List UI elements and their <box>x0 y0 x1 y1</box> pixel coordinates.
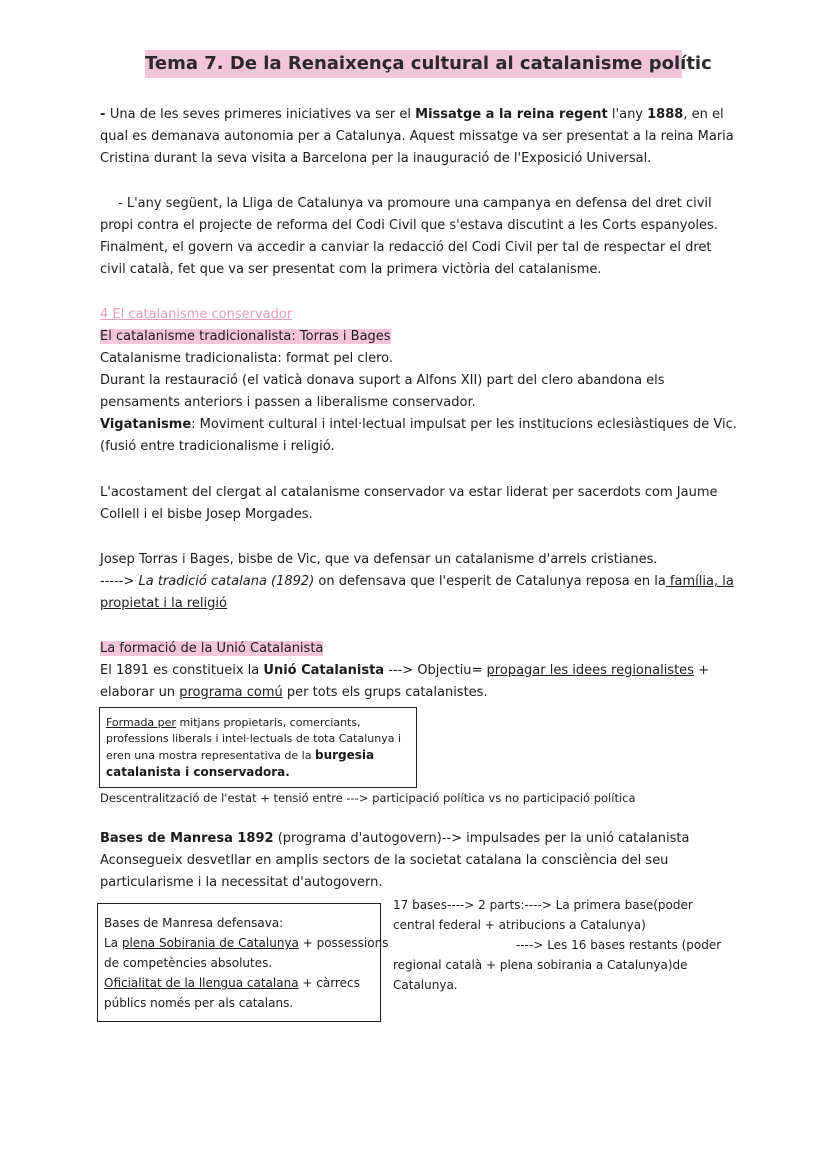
text: El 1891 es constitueix la <box>100 663 264 678</box>
manresa-box-line-1: Bases de Manresa defensava: <box>104 916 284 930</box>
unio-note: Descentralització de l'estat + tensió entre ---> participació política vs no participació política <box>100 791 636 805</box>
unio-heading <box>100 640 323 658</box>
unio-bold: Unió Catalanista <box>263 663 385 678</box>
text: + càrrecs <box>298 976 360 990</box>
text: + possessions <box>298 936 389 950</box>
text: l'any <box>607 107 648 122</box>
s4-line-6: L'acostament del clergat al catalanisme conservador va estar liderat per sacerdots com Jaume <box>100 485 718 500</box>
manresa-right-2: central federal + atribucions a Catalunya) <box>393 918 646 932</box>
s4-line-5: (fusió entre tradicionalisme i religió. <box>100 439 335 454</box>
underlined-text: Formada per <box>106 716 176 729</box>
s4-line-9 <box>100 573 734 591</box>
unio-box-line-1 <box>106 715 361 731</box>
underlined-text: Oficialitat de la llengua catalana <box>104 976 299 990</box>
p1-line-1 <box>100 106 724 124</box>
text: + <box>693 663 709 678</box>
text: elaborar un <box>100 685 180 700</box>
text: La <box>104 936 122 950</box>
year-bold: 1888 <box>647 107 684 122</box>
underlined-text: programa comú <box>179 685 283 700</box>
work-title: La tradició catalana (1892) <box>138 574 315 589</box>
text: ---> Objectiu= <box>384 663 487 678</box>
unio-line-1 <box>100 662 709 680</box>
missatge-bold: Missatge a la reina regent <box>415 107 608 122</box>
s4-line-vigatanisme <box>100 416 737 434</box>
text: , en el <box>683 107 724 122</box>
unio-heading-text: La formació de la Unió Catalanista <box>100 641 324 656</box>
p2-line-2: propi contra el projecte de reforma del Codi Civil que s'estava discutint a les Corts espanyoles. <box>100 218 718 233</box>
p2-line-4: civil català, fet que va ser presentat com la primera victòria del catalanisme. <box>100 262 602 277</box>
text: (programa d'autogovern)--> impulsades per la unió catalanista <box>273 831 690 846</box>
s4-line-2: Durant la restauració (el vaticà donava suport a Alfons XII) part del clero abandona els <box>100 373 665 388</box>
s4-line-1: Catalanisme tradicionalista: format pel clero. <box>100 351 394 366</box>
text: : Moviment cultural i intel·lectual impulsat per les institucions eclesiàstiques de Vic. <box>191 417 737 432</box>
manresa-line-2: Aconsegueix desvetllar en amplis sectors de la societat catalana la consciència del seu <box>100 853 669 868</box>
text: per tots els grups catalanistes. <box>282 685 488 700</box>
underlined-text: propagar les idees regionalistes <box>486 663 694 678</box>
unio-box <box>99 707 417 788</box>
manresa-box-line-4 <box>104 974 360 992</box>
manresa-bold: Bases de Manresa 1892 <box>100 831 274 846</box>
manresa-line-3: particularisme i la necessitat d'autogovern. <box>100 875 383 890</box>
manresa-right-5: Catalunya. <box>393 978 458 992</box>
p2-line-1: - L'any següent, la Lliga de Catalunya va promoure una campanya en defensa del dret civil <box>118 196 712 211</box>
page-title: Tema 7. De la Renaixença cultural al catalanisme polític <box>145 50 682 78</box>
s4-line-8: Josep Torras i Bages, bisbe de Vic, que va defensar un catalanisme d'arrels cristianes. <box>100 552 658 567</box>
underlined-text: plena Sobirania de Catalunya <box>121 936 299 950</box>
p1-line-3: Cristina durant la seva visita a Barcelona per la inauguració de l'Exposició Universal. <box>100 151 652 166</box>
vigatanisme-bold: Vigatanisme <box>100 417 192 432</box>
text: Una de les seves primeres iniciatives va ser el <box>109 107 416 122</box>
manresa-box-line-3: de competències absolutes. <box>104 956 273 970</box>
unio-line-2 <box>100 684 488 702</box>
subheading-text: El catalanisme tradicionalista: Torras i Bages <box>100 329 391 344</box>
underlined-text: família, la <box>665 574 734 589</box>
s4-line-7: Collell i el bisbe Josep Morgades. <box>100 507 313 522</box>
underlined-text: propietat i la religió <box>100 596 227 611</box>
manresa-box-line-2 <box>104 934 388 952</box>
manresa-box-line-5: públics només per als catalans. <box>104 996 294 1010</box>
manresa-box <box>97 903 389 1022</box>
manresa-right-1: 17 bases----> 2 parts:----> La primera base(poder <box>393 898 693 912</box>
s4-line-3: pensaments anteriors i passen a liberalisme conservador. <box>100 395 476 410</box>
p2-line-3: Finalment, el govern va accedir a canviar la redacció del Codi Civil per tal de respectar el dret <box>100 240 712 255</box>
arrow: -----> <box>100 574 139 589</box>
manresa-right-3: ----> Les 16 bases restants (poder <box>516 938 722 952</box>
text: eren una mostra representativa de la <box>106 749 315 762</box>
burgesia-bold: burgesia <box>314 748 375 762</box>
s4-line-10 <box>100 595 227 613</box>
unio-box-line-2: professions liberals i intel·lectuals de tota Catalunya i <box>106 732 402 745</box>
dash: - <box>100 107 110 122</box>
p1-line-2: qual es demanava autonomia per a Catalunya. Aquest missatge va ser presentat a la reina Maria <box>100 129 734 144</box>
manresa-line-1 <box>100 830 690 848</box>
subheading-torras <box>100 328 391 346</box>
text: on defensava que l'esperit de Catalunya reposa en la <box>314 574 666 589</box>
unio-box-line-3 <box>106 747 374 764</box>
text: mitjans propietaris, comerciants, <box>175 716 361 729</box>
manresa-right-4: regional català + plena sobirania a Catalunya)de <box>393 958 688 972</box>
section-4-heading: 4 El catalanisme conservador <box>100 307 293 322</box>
unio-box-line-4: catalanista i conservadora. <box>106 765 290 779</box>
